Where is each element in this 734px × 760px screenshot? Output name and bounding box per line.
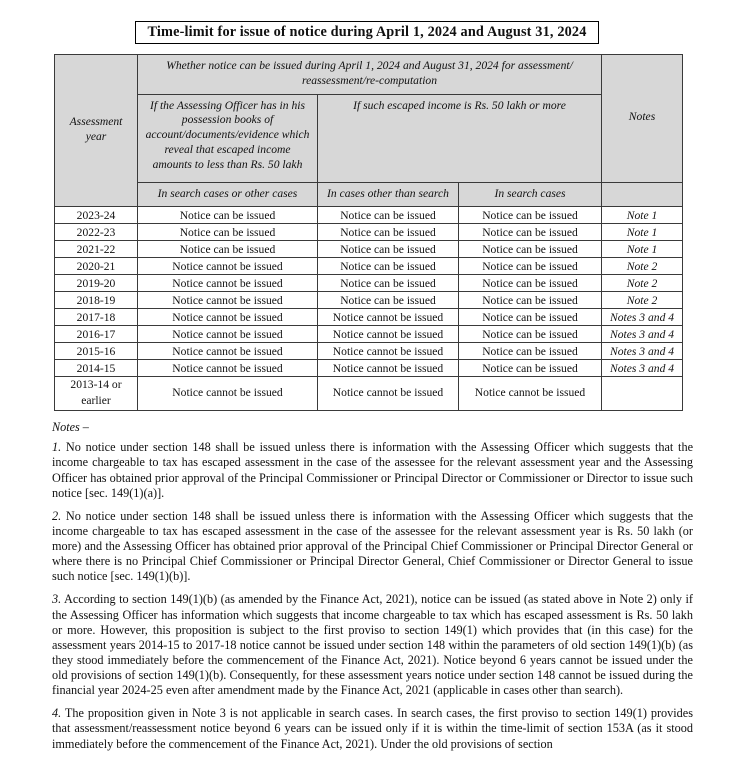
cell-other-than-search: Notice can be issued bbox=[318, 224, 459, 241]
cell-other-than-search: Notice cannot be issued bbox=[318, 309, 459, 326]
cell-in-search: Notice can be issued bbox=[459, 292, 602, 309]
cell-note-ref: Note 2 bbox=[602, 258, 683, 275]
cell-less-than-50: Notice cannot be issued bbox=[138, 377, 318, 410]
table-row bbox=[55, 241, 683, 258]
cell-other-than-search: Notice can be issued bbox=[318, 292, 459, 309]
cell-less-than-50: Notice cannot be issued bbox=[138, 309, 318, 326]
cell-other-than-search: Notice can be issued bbox=[318, 258, 459, 275]
header-cases-other-than-search: In cases other than search bbox=[318, 182, 459, 207]
cell-less-than-50: Notice cannot be issued bbox=[138, 360, 318, 377]
notes-heading: Notes – bbox=[52, 420, 89, 434]
cell-note-ref bbox=[602, 377, 683, 410]
cell-in-search: Notice can be issued bbox=[459, 241, 602, 258]
header-in-search-cases: In search cases bbox=[459, 182, 602, 207]
cell-less-than-50: Notice cannot be issued bbox=[138, 258, 318, 275]
header-search-or-other-cases: In search cases or other cases bbox=[138, 182, 318, 207]
table-row bbox=[55, 360, 683, 377]
cell-in-search: Notice can be issued bbox=[459, 207, 602, 224]
table-row bbox=[55, 207, 683, 224]
cell-note-ref: Note 2 bbox=[602, 292, 683, 309]
cell-assessment-year: 2022-23 bbox=[55, 224, 138, 241]
cell-in-search: Notice can be issued bbox=[459, 343, 602, 360]
note-item-2 bbox=[52, 509, 693, 585]
table-row bbox=[55, 292, 683, 309]
table-row bbox=[55, 224, 683, 241]
cell-note-ref: Note 1 bbox=[602, 207, 683, 224]
notes-section bbox=[52, 420, 693, 760]
cell-note-ref: Note 1 bbox=[602, 241, 683, 258]
table-header-row-1 bbox=[55, 55, 683, 95]
table-row bbox=[55, 377, 683, 410]
cell-note-ref: Notes 3 and 4 bbox=[602, 326, 683, 343]
cell-note-ref: Note 2 bbox=[602, 275, 683, 292]
cell-in-search: Notice can be issued bbox=[459, 275, 602, 292]
table-row bbox=[55, 343, 683, 360]
header-notes: Notes bbox=[602, 55, 683, 183]
cell-note-ref: Notes 3 and 4 bbox=[602, 360, 683, 377]
cell-note-ref: Note 1 bbox=[602, 224, 683, 241]
note-text: No notice under section 148 shall be issued unless there is information with the Assessing Officer which suggests that the income chargeable to tax has escaped assessment in the case of the assessee for the relevant assessment year and the Assessing Officer has obtained prior approval of the Principal Commissioner or Principal Director or Commissioner or Director to issue such notice [sec. 149(1)(a)]. bbox=[52, 440, 694, 500]
cell-in-search: Notice can be issued bbox=[459, 326, 602, 343]
notice-time-limit-table bbox=[54, 54, 683, 411]
cell-other-than-search: Notice can be issued bbox=[318, 275, 459, 292]
document-title-container bbox=[0, 21, 734, 44]
note-number: 1. bbox=[52, 440, 62, 455]
note-item-3 bbox=[52, 592, 693, 698]
header-notes-spacer bbox=[602, 182, 683, 207]
note-number: 4. bbox=[52, 706, 62, 721]
note-text: The proposition given in Note 3 is not applicable in search cases. In search cases, the first proviso to section 149(1) provides that assessment/reassessment notice beyond 6 years can be issued only if it is within the time-limit of section 153A (as it stood immediately before the commencement of the Finance Act, 2021). Under the old provisions of section bbox=[52, 706, 694, 751]
cell-note-ref: Notes 3 and 4 bbox=[602, 309, 683, 326]
cell-other-than-search: Notice can be issued bbox=[318, 207, 459, 224]
cell-other-than-search: Notice cannot be issued bbox=[318, 343, 459, 360]
cell-less-than-50: Notice cannot be issued bbox=[138, 275, 318, 292]
cell-assessment-year: 2023-24 bbox=[55, 207, 138, 224]
note-number: 2. bbox=[52, 508, 62, 523]
note-number: 3. bbox=[52, 592, 62, 607]
cell-less-than-50: Notice can be issued bbox=[138, 207, 318, 224]
table-header-row-3 bbox=[55, 182, 683, 207]
table-row bbox=[55, 258, 683, 275]
note-item-1 bbox=[52, 440, 693, 501]
cell-less-than-50: Notice can be issued bbox=[138, 224, 318, 241]
cell-in-search: Notice can be issued bbox=[459, 224, 602, 241]
header-50-lakh-or-more: If such escaped income is Rs. 50 lakh or more bbox=[318, 94, 602, 182]
table-row bbox=[55, 275, 683, 292]
cell-other-than-search: Notice cannot be issued bbox=[318, 326, 459, 343]
cell-assessment-year: 2019-20 bbox=[55, 275, 138, 292]
note-item-4 bbox=[52, 706, 693, 751]
table-body bbox=[55, 207, 683, 410]
cell-other-than-search: Notice cannot be issued bbox=[318, 377, 459, 410]
cell-assessment-year: 2016-17 bbox=[55, 326, 138, 343]
page-title: Time-limit for issue of notice during April 1, 2024 and August 31, 2024 bbox=[135, 21, 598, 44]
cell-note-ref: Notes 3 and 4 bbox=[602, 343, 683, 360]
cell-less-than-50: Notice cannot be issued bbox=[138, 343, 318, 360]
cell-assessment-year: 2020-21 bbox=[55, 258, 138, 275]
header-whether-notice-can-be-issued: Whether notice can be issued during April 1, 2024 and August 31, 2024 for assessment/ reassessment/re-computation bbox=[138, 55, 602, 95]
cell-assessment-year: 2018-19 bbox=[55, 292, 138, 309]
header-assessment-year: Assessment year bbox=[55, 55, 138, 207]
cell-assessment-year: 2021-22 bbox=[55, 241, 138, 258]
cell-other-than-search: Notice can be issued bbox=[318, 241, 459, 258]
cell-less-than-50: Notice can be issued bbox=[138, 241, 318, 258]
table-header-row-2 bbox=[55, 94, 683, 182]
cell-less-than-50: Notice cannot be issued bbox=[138, 292, 318, 309]
cell-in-search: Notice can be issued bbox=[459, 360, 602, 377]
cell-assessment-year: 2013-14 or earlier bbox=[55, 377, 138, 410]
table-row bbox=[55, 326, 683, 343]
note-text: According to section 149(1)(b) (as amended by the Finance Act, 2021), notice can be issued (as stated above in Note 2) only if the Assessing Officer has information which suggests that income chargeable to tax which has escaped assessment is Rs. 50 lakh or more. However, this proposition is subject to the first proviso to section 149(1) which provides that (in this case) for the assessment years 2014-15 to 2017-18 notice cannot be issued under section 148 within the parameters of old section 149(1)(b) (as they stood immediately before the commencement of the Finance Act, 2021). Notice beyond 6 years cannot be issued under the old provisions of section 149(1)(b). Consequently, for these assessment years notice under section 148 cannot be issued during the financial year 2024-25 even after amendment made by the Finance Act, 2021 (applicable in cases other than search). bbox=[52, 592, 693, 698]
cell-less-than-50: Notice cannot be issued bbox=[138, 326, 318, 343]
cell-assessment-year: 2014-15 bbox=[55, 360, 138, 377]
cell-assessment-year: 2017-18 bbox=[55, 309, 138, 326]
cell-in-search: Notice can be issued bbox=[459, 309, 602, 326]
cell-assessment-year: 2015-16 bbox=[55, 343, 138, 360]
table-row bbox=[55, 309, 683, 326]
note-text: No notice under section 148 shall be issued unless there is information with the Assessing Officer which suggests that the income chargeable to tax has escaped assessment in the case of the assessee for the relevant assessment year is Rs. 50 lakh (or more) and the Assessing Officer has obtained prior approval of the Principal Chief Commissioner or Principal Director General or where there is no Principal Chief Commissioner or Principal Director General, Chief Commissioner or Director General to issue such notice [sec. 149(1)(b)]. bbox=[52, 508, 694, 584]
cell-in-search: Notice cannot be issued bbox=[459, 377, 602, 410]
header-less-than-50-lakh: If the Assessing Officer has in his possession books of account/documents/evidence which reveal that escaped income amounts to less than Rs. 50 lakh bbox=[138, 94, 318, 182]
cell-in-search: Notice can be issued bbox=[459, 258, 602, 275]
cell-other-than-search: Notice cannot be issued bbox=[318, 360, 459, 377]
table-header bbox=[55, 55, 683, 207]
